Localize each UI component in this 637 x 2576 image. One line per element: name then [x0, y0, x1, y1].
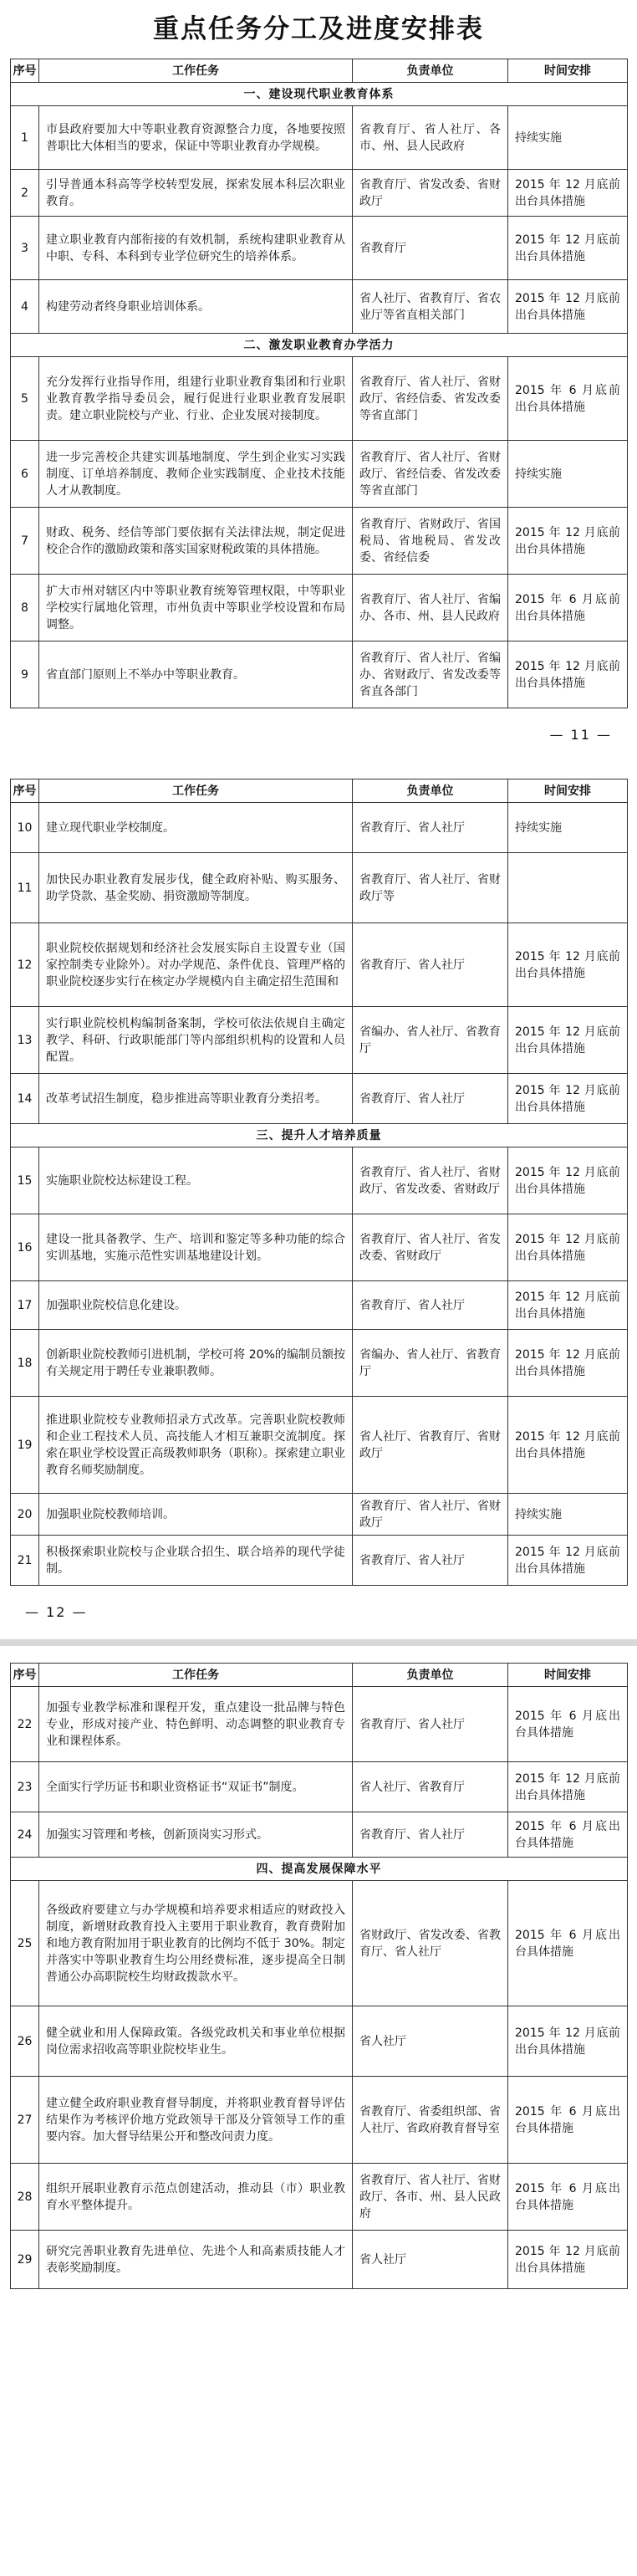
row-number: 10 — [11, 803, 39, 853]
time-cell: 2015 年 6 月底出台具体措施 — [508, 1687, 628, 1762]
unit-cell: 省教育厅、省人社厅、省财政厅 — [353, 1494, 508, 1536]
row-number: 12 — [11, 923, 39, 1007]
task-cell: 省直部门原则上不举办中等职业教育。 — [39, 641, 353, 708]
time-cell: 2015 年 6 月底前出台具体措施 — [508, 357, 628, 441]
task-cell: 组织开展职业教育示范点创建活动，推动县（市）职业教育水平整体提升。 — [39, 2164, 353, 2231]
row-number: 5 — [11, 357, 39, 441]
page-3 — [0, 1663, 637, 2289]
task-cell: 推进职业院校专业教师招录方式改革。完善职业院校教师和企业工程技术人员、高技能人才相互兼职交流制度。探索在职业学校设置正高级教师职务（职称）。探索建立职业教育名师奖励制度。 — [39, 1397, 353, 1494]
time-cell: 2015 年 12 月底前出台具体措施 — [508, 923, 628, 1007]
task-cell: 加强职业院校教师培训。 — [39, 1494, 353, 1536]
table-row — [11, 2231, 628, 2289]
time-cell: 2015 年 12 月底前出台具体措施 — [508, 2006, 628, 2077]
task-cell: 加强专业教学标准和课程开发，重点建设一批品牌与特色专业，形成对接产业、特色鲜明、动态调整的职业教育专业和课程体系。 — [39, 1687, 353, 1762]
unit-cell: 省教育厅、省发改委、省财政厅 — [353, 170, 508, 217]
row-number: 8 — [11, 575, 39, 641]
header-time: 时间安排 — [508, 779, 628, 803]
unit-cell: 省教育厅、省人社厅、省财政厅、省经信委、省发改委等省直部门 — [353, 441, 508, 508]
row-number: 29 — [11, 2231, 39, 2289]
unit-cell: 省教育厅、省人社厅 — [353, 1074, 508, 1124]
time-cell: 2015 年 6 月底出台具体措施 — [508, 2164, 628, 2231]
header-task: 工作任务 — [39, 779, 353, 803]
unit-cell: 省人社厅、省教育厅 — [353, 1762, 508, 1812]
task-cell: 建立职业教育内部衔接的有效机制，系统构建职业教育从中职、专科、本科到专业学位研究生的培养体系。 — [39, 217, 353, 280]
header-unit: 负责单位 — [353, 1664, 508, 1687]
unit-cell: 省教育厅、省人社厅、省编办、省财政厅、省发改委等省直各部门 — [353, 641, 508, 708]
row-number: 22 — [11, 1687, 39, 1762]
time-cell: 2015 年 12 月底前出台具体措施 — [508, 1281, 628, 1330]
unit-cell: 省编办、省人社厅、省教育厅 — [353, 1007, 508, 1074]
unit-cell: 省编办、省人社厅、省教育厅 — [353, 1330, 508, 1397]
row-number: 15 — [11, 1147, 39, 1214]
unit-cell: 省教育厅、省人社厅 — [353, 1281, 508, 1330]
table-row — [11, 217, 628, 280]
time-cell: 2015 年 6 月底出台具体措施 — [508, 1881, 628, 2006]
task-cell: 研究完善职业教育先进单位、先进个人和高素质技能人才表彰奖励制度。 — [39, 2231, 353, 2289]
task-table-page-1 — [10, 59, 628, 708]
table-row — [11, 1330, 628, 1397]
unit-cell: 省财政厅、省发改委、省教育厅、省人社厅 — [353, 1881, 508, 2006]
unit-cell: 省教育厅、省财政厅、省国税局、省地税局、省发改委、省经信委 — [353, 508, 508, 575]
unit-cell: 省教育厅、省人社厅 — [353, 1812, 508, 1858]
unit-cell: 省教育厅、省人社厅、省财政厅等 — [353, 853, 508, 923]
time-cell: 2015 年 12 月底前出台具体措施 — [508, 641, 628, 708]
row-number: 20 — [11, 1494, 39, 1536]
task-cell: 市县政府要加大中等职业教育资源整合力度，各地要按照普职比大体相当的要求，保证中等职业教育办学规模。 — [39, 106, 353, 170]
table-body-page-1 — [11, 83, 628, 708]
unit-cell: 省教育厅、省人社厅、各市、州、县人民政府 — [353, 106, 508, 170]
section-row — [11, 83, 628, 106]
unit-cell: 省教育厅、省人社厅、省编办、各市、州、县人民政府 — [353, 575, 508, 641]
row-number: 3 — [11, 217, 39, 280]
page-footer-12 — [0, 1586, 637, 1639]
row-number: 4 — [11, 280, 39, 334]
task-cell: 职业院校依据规划和经济社会发展实际自主设置专业（国家控制类专业除外）。对办学规范、条件优良、管理严格的职业院校逐步实行在核定办学规模内自主确定招生范围和 — [39, 923, 353, 1007]
task-cell: 改革考试招生制度，稳步推进高等职业教育分类招考。 — [39, 1074, 353, 1124]
time-cell: 持续实施 — [508, 441, 628, 508]
table-row — [11, 1281, 628, 1330]
table-header-row — [11, 1664, 628, 1687]
time-cell: 2015 年 12 月底前出台具体措施 — [508, 1397, 628, 1494]
time-cell: 2015 年 6 月底出台具体措施 — [508, 1812, 628, 1858]
unit-cell: 省教育厅、省人社厅 — [353, 803, 508, 853]
row-number: 23 — [11, 1762, 39, 1812]
table-header-row — [11, 779, 628, 803]
row-number: 21 — [11, 1536, 39, 1586]
table-header-row — [11, 59, 628, 83]
unit-cell: 省教育厅、省人社厅 — [353, 923, 508, 1007]
task-cell: 建设一批具备教学、生产、培训和鉴定等多种功能的综合实训基地，实施示范性实训基地建设计划。 — [39, 1214, 353, 1281]
section-row — [11, 1124, 628, 1147]
unit-cell: 省人社厅 — [353, 2231, 508, 2289]
time-cell: 2015 年 12 月底前出台具体措施 — [508, 1074, 628, 1124]
table-row — [11, 923, 628, 1007]
unit-cell: 省教育厅、省人社厅、省财政厅、各市、州、县人民政府 — [353, 2164, 508, 2231]
table-body-page-2 — [11, 803, 628, 1586]
header-num: 序号 — [11, 1664, 39, 1687]
unit-cell: 省教育厅、省人社厅、省发改委、省财政厅 — [353, 1214, 508, 1281]
page-separator — [0, 1639, 637, 1646]
row-number: 16 — [11, 1214, 39, 1281]
table-row — [11, 441, 628, 508]
task-cell: 财政、税务、经信等部门要依据有关法律法规，制定促进校企合作的激励政策和落实国家财税政策的具体措施。 — [39, 508, 353, 575]
time-cell: 2015 年 12 月底前出台具体措施 — [508, 1147, 628, 1214]
table-row — [11, 803, 628, 853]
time-cell: 2015 年 6 月底出台具体措施 — [508, 2077, 628, 2164]
unit-cell: 省人社厅、省教育厅、省财政厅 — [353, 1397, 508, 1494]
unit-cell: 省教育厅、省人社厅 — [353, 1536, 508, 1586]
time-cell: 持续实施 — [508, 1494, 628, 1536]
time-cell: 2015 年 12 月底前出台具体措施 — [508, 170, 628, 217]
row-number: 7 — [11, 508, 39, 575]
time-cell: 持续实施 — [508, 106, 628, 170]
time-cell: 2015 年 12 月底前出台具体措施 — [508, 1536, 628, 1586]
unit-cell: 省教育厅、省人社厅、省财政厅、省发改委、省财政厅 — [353, 1147, 508, 1214]
row-number: 24 — [11, 1812, 39, 1858]
header-task: 工作任务 — [39, 1664, 353, 1687]
table-row — [11, 280, 628, 334]
task-table-page-3 — [10, 1663, 628, 2289]
header-unit: 负责单位 — [353, 59, 508, 83]
row-number: 17 — [11, 1281, 39, 1330]
time-cell: 2015 年 12 月底前出台具体措施 — [508, 217, 628, 280]
page-2 — [0, 779, 637, 1639]
time-cell: 2015 年 12 月底前出台具体措施 — [508, 2231, 628, 2289]
table-row — [11, 1147, 628, 1214]
table-row — [11, 1214, 628, 1281]
task-cell: 建立健全政府职业教育督导制度，并将职业教育督导评估结果作为考核评价地方党政领导干部及分管领导工作的重要内容。加大督导结果公开和整改问责力度。 — [39, 2077, 353, 2164]
section-row — [11, 1858, 628, 1881]
time-cell — [508, 853, 628, 923]
task-cell: 创新职业院校教师引进机制，学校可将 20%的编制员额按有关规定用于聘任专业兼职教师。 — [39, 1330, 353, 1397]
time-cell: 持续实施 — [508, 803, 628, 853]
task-cell: 全面实行学历证书和职业资格证书“双证书”制度。 — [39, 1762, 353, 1812]
task-cell: 实行职业院校机构编制备案制，学校可依法依规自主确定教学、科研、行政职能部门等内部组织机构的设置和人员配置。 — [39, 1007, 353, 1074]
table-row — [11, 170, 628, 217]
table-row — [11, 1007, 628, 1074]
time-cell: 2015 年 12 月底前出台具体措施 — [508, 1007, 628, 1074]
time-cell: 2015 年 12 月底前出台具体措施 — [508, 1762, 628, 1812]
header-num: 序号 — [11, 779, 39, 803]
unit-cell: 省人社厅、省教育厅、省农业厅等省直相关部门 — [353, 280, 508, 334]
time-cell: 2015 年 6 月底前出台具体措施 — [508, 575, 628, 641]
row-number: 26 — [11, 2006, 39, 2077]
table-body-page-3 — [11, 1687, 628, 2289]
table-row — [11, 1687, 628, 1762]
task-cell: 建立现代职业学校制度。 — [39, 803, 353, 853]
task-cell: 充分发挥行业指导作用，组建行业职业教育集团和行业职业教育教学指导委员会，履行促进行业职业教育发展职责。建立职业院校与产业、行业、企业发展对接制度。 — [39, 357, 353, 441]
table-row — [11, 575, 628, 641]
row-number: 13 — [11, 1007, 39, 1074]
task-cell: 各级政府要建立与办学规模和培养要求相适应的财政投入制度，新增财政教育投入主要用于职业教育，教育费附加和地方教育附加用于职业教育的比例均不低于 30%。制定并落实中等职业教育生均公用经费标准，逐步提高全日制普通公办高职院校生均财政拨款水平。 — [39, 1881, 353, 2006]
row-number: 9 — [11, 641, 39, 708]
row-number: 11 — [11, 853, 39, 923]
task-cell: 进一步完善校企共建实训基地制度、学生到企业实习实践制度、订单培养制度、教师企业实践制度、企业技术技能人才从教制度。 — [39, 441, 353, 508]
task-cell: 加强职业院校信息化建设。 — [39, 1281, 353, 1330]
header-time: 时间安排 — [508, 59, 628, 83]
unit-cell: 省教育厅、省人社厅、省财政厅、省经信委、省发改委等省直部门 — [353, 357, 508, 441]
table-row — [11, 1397, 628, 1494]
document-title: 重点任务分工及进度安排表 — [153, 14, 484, 44]
time-cell: 2015 年 12 月底前出台具体措施 — [508, 1330, 628, 1397]
task-cell: 加快民办职业教育发展步伐，健全政府补贴、购买服务、助学贷款、基金奖励、捐资激励等制度。 — [39, 853, 353, 923]
section-title: 一、建设现代职业教育体系 — [11, 83, 628, 106]
table-row — [11, 2077, 628, 2164]
page-number-11: — 11 — — [549, 727, 612, 743]
table-row — [11, 1812, 628, 1858]
header-time: 时间安排 — [508, 1664, 628, 1687]
table-row — [11, 641, 628, 708]
row-number: 1 — [11, 106, 39, 170]
table-row — [11, 1536, 628, 1586]
page-footer-11 — [0, 708, 637, 762]
page-gap — [0, 1646, 637, 1663]
table-row — [11, 1494, 628, 1536]
unit-cell: 省教育厅、省委组织部、省人社厅、省政府教育督导室 — [353, 2077, 508, 2164]
table-row — [11, 508, 628, 575]
table-row — [11, 357, 628, 441]
row-number: 2 — [11, 170, 39, 217]
table-row — [11, 1074, 628, 1124]
task-cell: 加强实习管理和考核，创新顶岗实习形式。 — [39, 1812, 353, 1858]
time-cell: 2015 年 12 月底前出台具体措施 — [508, 508, 628, 575]
unit-cell: 省人社厅 — [353, 2006, 508, 2077]
table-row — [11, 2164, 628, 2231]
task-cell: 实施职业院校达标建设工程。 — [39, 1147, 353, 1214]
time-cell: 2015 年 12 月底前出台具体措施 — [508, 1214, 628, 1281]
row-number: 28 — [11, 2164, 39, 2231]
row-number: 19 — [11, 1397, 39, 1494]
task-cell: 扩大市州对辖区内中等职业教育统筹管理权限，中等职业学校实行属地化管理，市州负责中等职业学校设置和布局调整。 — [39, 575, 353, 641]
section-title: 四、提高发展保障水平 — [11, 1858, 628, 1881]
row-number: 27 — [11, 2077, 39, 2164]
table-row — [11, 1762, 628, 1812]
task-cell: 积极探索职业院校与企业联合招生、联合培养的现代学徒制。 — [39, 1536, 353, 1586]
page-gap — [0, 762, 637, 779]
unit-cell: 省教育厅、省人社厅 — [353, 1687, 508, 1762]
page-1 — [0, 0, 637, 762]
section-title: 三、提升人才培养质量 — [11, 1124, 628, 1147]
page-number-12: — 12 — — [25, 1604, 88, 1620]
time-cell: 2015 年 12 月底前出台具体措施 — [508, 280, 628, 334]
table-row — [11, 106, 628, 170]
task-cell: 健全就业和用人保障政策。各级党政机关和事业单位根据岗位需求招收高等职业院校毕业生。 — [39, 2006, 353, 2077]
task-cell: 构建劳动者终身职业培训体系。 — [39, 280, 353, 334]
table-row — [11, 2006, 628, 2077]
header-unit: 负责单位 — [353, 779, 508, 803]
row-number: 18 — [11, 1330, 39, 1397]
row-number: 25 — [11, 1881, 39, 2006]
row-number: 6 — [11, 441, 39, 508]
unit-cell: 省教育厅 — [353, 217, 508, 280]
section-title: 二、激发职业教育办学活力 — [11, 334, 628, 357]
task-cell: 引导普通本科高等学校转型发展，探索发展本科层次职业教育。 — [39, 170, 353, 217]
task-table-page-2 — [10, 779, 628, 1586]
section-row — [11, 334, 628, 357]
table-row — [11, 1881, 628, 2006]
header-task: 工作任务 — [39, 59, 353, 83]
table-row — [11, 853, 628, 923]
row-number: 14 — [11, 1074, 39, 1124]
header-num: 序号 — [11, 59, 39, 83]
